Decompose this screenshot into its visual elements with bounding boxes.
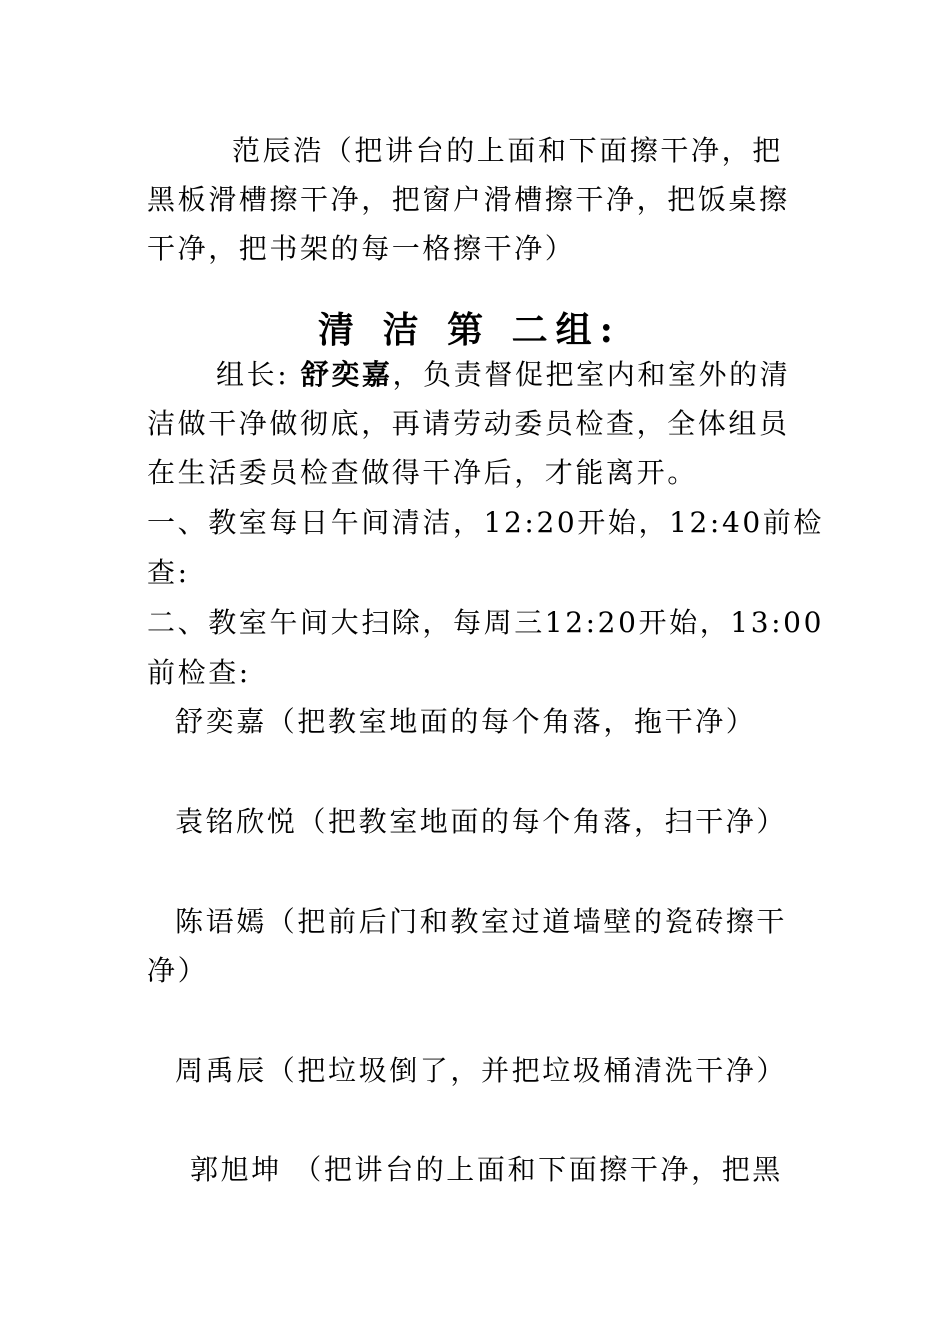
member-task: 袁铭欣悦（把教室地面的每个角落，扫干净） [175, 805, 788, 838]
member-task: 周禹辰（把垃圾倒了，并把垃圾桶清洗干净） [175, 1054, 788, 1087]
rule-item: 二、教室午间大扫除，每周三12:20开始，13:00 [147, 606, 824, 639]
section-heading: 清 洁 第 二组: [318, 309, 621, 351]
paragraph-text: 在生活委员检查做得干净后，才能离开。 [147, 456, 698, 489]
rule-item: 一、教室每日午间清洁，12:20开始，12:40前检 [147, 506, 824, 539]
leader-duty: ，负责督促把室内和室外的清 [392, 358, 791, 391]
leader-name: 舒奕嘉 [300, 358, 393, 391]
paragraph-text: 干净，把书架的每一格擦干净） [147, 232, 576, 265]
leader-label: 组长: [216, 358, 301, 391]
paragraph-text: 黑板滑槽擦干净，把窗户滑槽擦干净，把饭桌擦 [147, 183, 790, 216]
rule-item: 前检查: [147, 656, 251, 689]
paragraph-text: 洁做干净做彻底，再请劳动委员检查，全体组员 [147, 407, 790, 440]
paragraph-text: 范辰浩（把讲台的上面和下面擦干净，把 [232, 134, 783, 167]
rule-item: 查: [147, 556, 190, 589]
member-task: 郭旭坤 （把讲台的上面和下面擦干净，把黑 [190, 1153, 783, 1186]
member-task: 净） [147, 954, 209, 987]
leader-line [216, 357, 856, 393]
member-task: 舒奕嘉（把教室地面的每个角落，拖干净） [175, 705, 757, 738]
member-task: 陈语嫣（把前后门和教室过道墙壁的瓷砖擦干 [175, 905, 788, 938]
